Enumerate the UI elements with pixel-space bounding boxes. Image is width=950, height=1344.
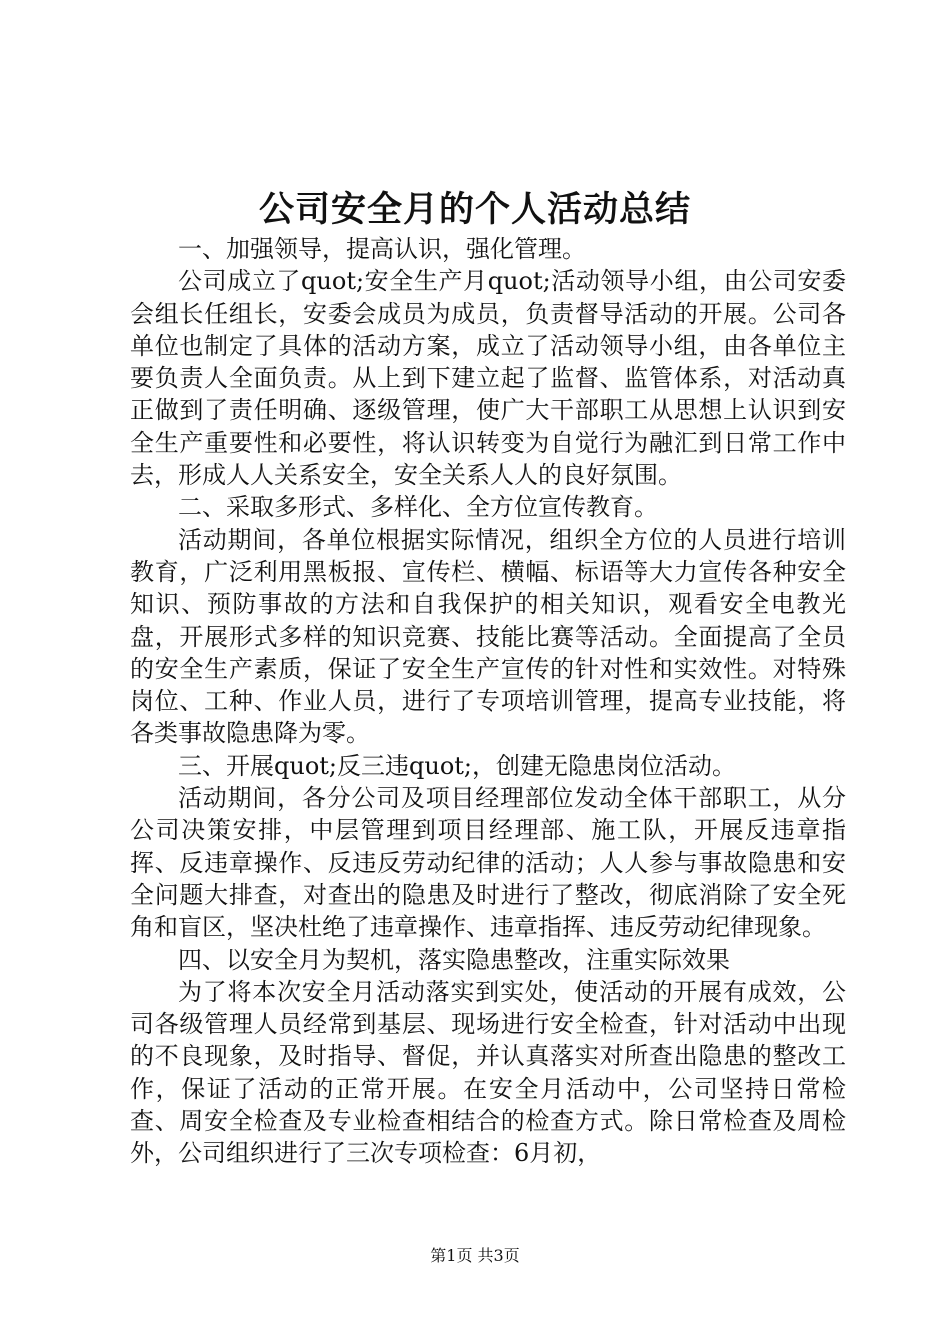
heading-1: 一、加强领导，提高认识，强化管理。	[178, 235, 586, 263]
document-title: 公司安全月的个人活动总结	[258, 189, 691, 230]
heading-4: 四、以安全月为契机，落实隐患整改，注重实际效果	[178, 945, 730, 974]
paragraph-3: 活动期间，各分公司及项目经理部位发动全体干部职工，从分公司决策安排，中层管理到项目经理部、施工队，开展反违章指挥、反违章操作、反违反劳动纪律的活动；人人参与事故隐患和安全问题大排查，对查出的隐患及时进行了整改，彻底消除了安全死角和盲区，坚决杜绝了违章操作、违章指挥、违反劳动纪律现象。	[130, 784, 846, 942]
paragraph-2: 活动期间，各单位根据实际情况，组织全方位的人员进行培训教育，广泛利用黑板报、宣传栏、横幅、标语等大力宣传各种安全知识、预防事故的方法和自我保护的相关知识，观看安全电教光盘，开展形式多样的知识竞赛、技能比赛等活动。全面提高了全员的安全生产素质，保证了安全生产宣传的针对性和实效性。对特殊岗位、工种、作业人员，进行了专项培训管理，提高专业技能，将各类事故隐患降为零。	[130, 525, 846, 748]
heading-3: 三、开展quot;反三违quot;，创建无隐患岗位活动。	[178, 751, 736, 780]
heading-2: 二、采取多形式、多样化、全方位宣传教育。	[178, 493, 658, 522]
document-body	[130, 233, 846, 1170]
paragraph-1: 公司成立了quot;安全生产月quot;活动领导小组，由公司安委会组长任组长，安委会成员为成员，负责督导活动的开展。公司各单位也制定了具体的活动方案，成立了活动领导小组，由各单位主要负责人全面负责。从上到下建立起了监督、监管体系，对活动真正做到了责任明确、逐级管理，使广大干部职工从思想上认识到安全生产重要性和必要性，将认识转变为自觉行为融汇到日常工作中去，形成人人关系安全，安全关系人人的良好氛围。	[130, 267, 846, 490]
page-footer: 第1页 共3页	[430, 1246, 520, 1265]
paragraph-4: 为了将本次安全月活动落实到实处，使活动的开展有成效，公司各级管理人员经常到基层、现场进行安全检查，针对活动中出现的不良现象，及时指导、督促，并认真落实对所查出隐患的整改工作，保证了活动的正常开展。在安全月活动中，公司坚持日常检查、周安全检查及专业检查相结合的检查方式。除日常检查及周检外，公司组织进行了三次专项检查：6月初，	[130, 977, 846, 1168]
